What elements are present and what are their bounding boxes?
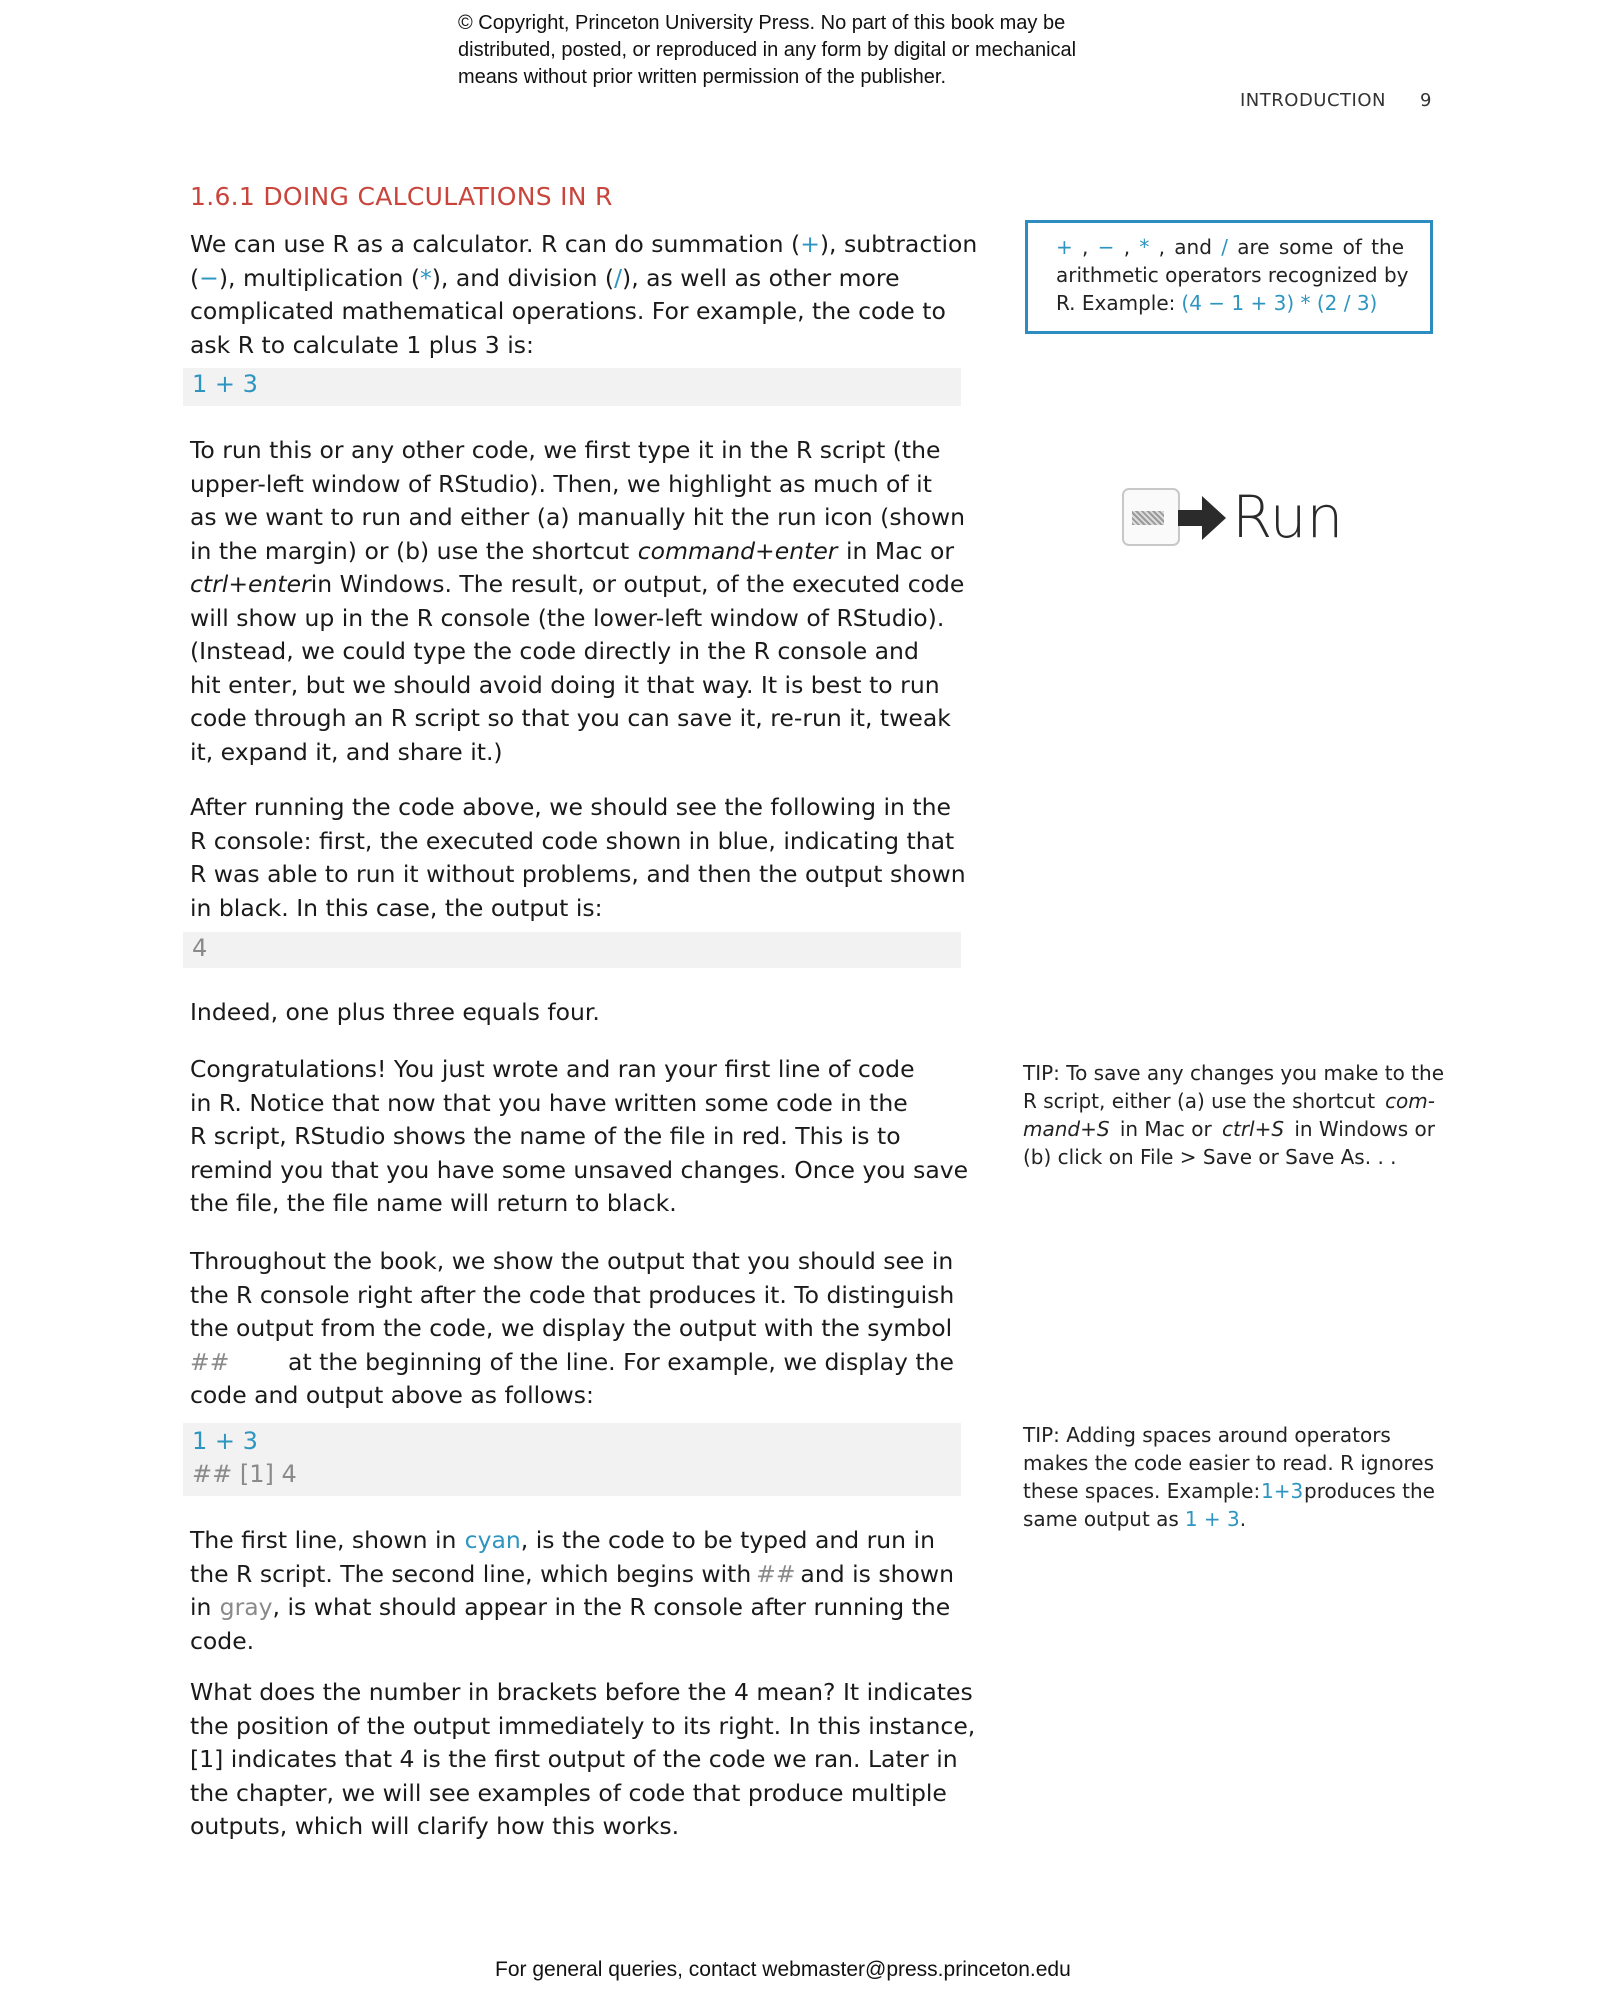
text-line: will show up in the R console (the lower-left window of RStudio). [190,603,945,632]
text: ), as well as other more [622,263,900,292]
text: in Mac or [1119,1117,1212,1141]
text-line: (Instead, we could type the code directly in the R console and [190,637,919,665]
output-line: ## [1] 4 [192,1460,297,1488]
paragraph-brackets [190,1676,976,1844]
copyright-line: distributed, posted, or reproduced in any form by digital or mechanical [458,39,1077,61]
tip-line [1023,1115,1435,1143]
text-line: hit enter, but we should avoid doing it that way. It is best to run [190,670,940,699]
paragraph-after-running [190,791,966,925]
comment-symbol: ## [756,1559,796,1588]
tip-line: (b) click on File > Save or Save As. . . [1023,1145,1397,1169]
text: R script, either (a) use the shortcut [1023,1089,1376,1113]
margin-line: arithmetic operators recognized by [1056,263,1409,287]
code-operator: + [800,230,820,258]
text-line [190,1591,954,1625]
text-line: the file, the file name will return to black. [190,1189,677,1217]
text-line: the chapter, we will see examples of code that produce multiple [190,1778,947,1807]
output-line: 4 [192,934,208,962]
paragraph-indeed [190,996,954,1030]
text-line: remind you that you have some unsaved changes. Once you save [190,1155,969,1184]
code-output-block [183,1423,961,1496]
running-head-label: INTRODUCTION [1240,90,1386,111]
text: the R script. The second line, which begins with [190,1559,752,1588]
tip-line [1023,1505,1435,1533]
text: ), subtraction [819,230,978,258]
run-icon [1122,488,1180,546]
text: are [1237,235,1270,259]
text-line: ask R to calculate 1 plus 3 is: [190,330,534,359]
code-example: 1+3 [1261,1479,1304,1503]
text-line: R console: first, the executed code shown in blue, indicating that [190,826,955,855]
text: in Windows or [1294,1117,1435,1141]
text: in the margin) or (b) use the shortcut [190,536,630,565]
text-line: To run this or any other code, we first type it in the R script (the [190,436,941,464]
shortcut: ctrl+S [1221,1117,1285,1141]
text: and [1174,235,1212,259]
text-line: [1] indicates that 4 is the first output of the code we ran. Later in [190,1745,958,1773]
comment-symbol: ## [190,1347,230,1376]
shortcut: com- [1385,1089,1435,1113]
text-line: the position of the output immediately to its right. In this instance, [190,1711,976,1740]
text-line: Congratulations! You just wrote and ran your first line of code [190,1055,915,1083]
text: ( [190,263,200,292]
run-label: Run [1232,483,1344,551]
text: in Mac or [846,536,954,565]
text-line: Throughout the book, we show the output that you should see in [190,1247,954,1275]
shortcut: ctrl+enter [190,570,311,598]
operator-plus: + [1056,235,1073,259]
code-line: 1 + 3 [192,370,258,398]
text: of [1342,235,1362,259]
operator-divide: / [1221,235,1228,259]
tip-spaces [1023,1421,1435,1533]
footer: For general queries, contact webmaster@press.princeton.edu [495,1958,1071,1981]
text: ), multiplication ( [218,263,420,292]
code-operator: − [199,263,219,292]
paragraph-first-line [190,1524,954,1658]
text: R. Example: [1056,291,1176,315]
text-line: code through an R script so that you can save it, re-run it, tweak [190,704,951,732]
text-line: What does the number in brackets before the 4 mean? It indicates [190,1678,973,1706]
margin-line [1056,289,1404,317]
text: the [1371,235,1404,259]
text-line [190,1346,954,1380]
paragraph-intro [190,228,978,362]
text-line [190,568,965,602]
tip-line: makes the code easier to read. R ignores [1023,1451,1434,1475]
text-line [190,262,954,296]
tip-line [1023,1477,1435,1505]
text-line: as we want to run and either (a) manually hit the run icon (shown [190,503,965,531]
shortcut: mand+S [1023,1117,1110,1141]
tip-save [1023,1059,1444,1171]
text-line: upper-left window of RStudio). Then, we highlight as much of it [190,469,932,498]
margin-line: + , − , * , and / are some of the [1056,235,1404,259]
text: in Windows. The result, or output, of the executed code [310,570,965,598]
text-line: code and output above as follows: [190,1381,594,1409]
text-line: After running the code above, we should see the following in the [190,793,951,821]
text: We can use R as a calculator. R can do summation ( [190,230,801,258]
operator-times: * [1139,235,1150,259]
text-line [190,535,954,569]
text-line: Indeed, one plus three equals four. [190,998,600,1026]
copyright-line: means without prior written permission of the publisher. [458,66,947,88]
operators-margin-box [1025,220,1433,334]
run-button-graphic [1122,483,1362,556]
text: these spaces. Example: [1023,1479,1261,1503]
tip-line [1023,1087,1435,1115]
text-line: in black. In this case, the output is: [190,893,603,922]
text-line: R was able to run it without problems, and then the output shown [190,860,966,888]
text-line: the output from the code, we display the output with the symbol [190,1314,953,1342]
arrow-right-icon [1174,492,1230,544]
text: , is the code to be typed and run in [520,1526,935,1554]
copyright-notice [458,10,1218,91]
code-operator: * [420,263,432,292]
operator-minus: − [1097,235,1115,259]
code-example: (4 − 1 + 3) * (2 / 3) [1181,291,1378,315]
text-line [190,228,978,262]
text: in [190,1593,212,1621]
text: ), and division ( [431,263,615,292]
paragraph-run-code [190,434,965,769]
code-line: 1 + 3 [192,1427,258,1455]
text: at the beginning of the line. For example, we display the [288,1347,954,1376]
text-line: outputs, which will clarify how this works. [190,1812,680,1840]
text-line: the R console right after the code that produces it. To distinguish [190,1280,955,1309]
page-number: 9 [1420,90,1432,111]
text: The first line, shown in [190,1526,457,1554]
text-line [190,1524,954,1558]
code-example: 1 + 3 [1184,1507,1240,1531]
text: and is shown [800,1559,954,1588]
tip-line: TIP: To save any changes you make to the [1023,1061,1444,1085]
text-line [190,1558,954,1592]
code-block [183,368,961,406]
section-title: 1.6.1 DOING CALCULATIONS IN R [190,182,613,211]
colored-word: gray [219,1593,273,1621]
paragraph-throughout [190,1245,954,1413]
shortcut: command+enter [637,536,838,565]
text-line: code. [190,1626,255,1655]
tip-line: TIP: Adding spaces around operators [1023,1423,1391,1447]
text: same output as [1023,1507,1179,1531]
text: , is what should appear in the R console after running the [272,1593,951,1621]
text-line: complicated mathematical operations. For example, the code to [190,297,946,325]
colored-word: cyan [464,1526,521,1554]
text: some [1278,235,1334,259]
paragraph-congratulations [190,1053,969,1221]
code-operator: / [614,263,623,292]
text-line: it, expand it, and share it.) [190,737,503,766]
text: produces the [1304,1479,1435,1503]
text: . [1239,1507,1247,1531]
text-line: in R. Notice that now that you have written some code in the [190,1088,908,1117]
running-head [1240,90,1432,111]
output-block [183,932,961,968]
copyright-line: © Copyright, Princeton University Press. No part of this book may be [458,12,1066,34]
text-line: R script, RStudio shows the name of the file in red. This is to [190,1122,901,1150]
